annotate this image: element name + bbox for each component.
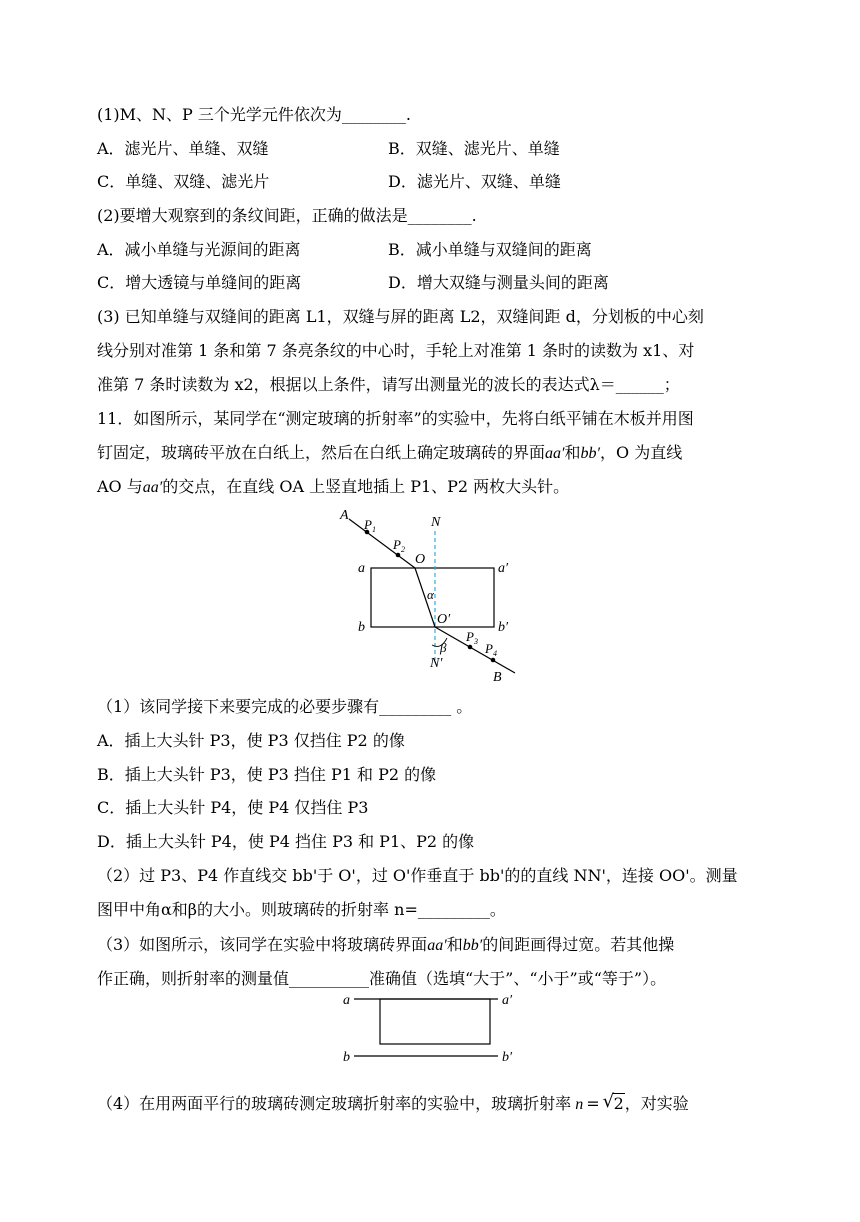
q11-sub3-text-b: 和 [446, 935, 463, 954]
q10-part3-line3: 准第 7 条时读数为 x2，根据以上条件，请写出测量光的波长的表达式λ＝______； [97, 375, 680, 394]
q11-sub3-text-c: 的间距画得过宽。若其他操 [482, 935, 675, 954]
q10-part1-option-a: A．滤光片、单缝、双缝 [97, 139, 269, 158]
q11-sub3-text-a: （3）如图所示，该同学在实验中将玻璃砖界面 [97, 935, 428, 954]
q11-sub3-line2: 作正确，则折射率的测量值__________准确值（选填“大于”、“小于”或“等于”）。 [97, 969, 667, 988]
label-p2: P [393, 537, 401, 552]
q11-line2 [97, 443, 682, 464]
label-n-prime: N′ [430, 656, 443, 671]
q11-sub1-option-b: B．插上大头针 P3，使 P3 挡住 P1 和 P2 的像 [97, 765, 437, 784]
q10-part3-line2: 线分别对准第 1 条和第 7 条亮条纹的中心时，手轮上对准第 1 条时的读数为 x1、对 [97, 341, 695, 360]
boundary-diagram [338, 990, 528, 1070]
aa-prime-symbol: aa′ [427, 937, 447, 954]
label-b: b [343, 1050, 350, 1065]
label-a: a [358, 561, 365, 576]
equals-sign: = [586, 1094, 600, 1113]
q10-part2-stem: (2)要增大观察到的条纹间距，正确的做法是________. [97, 206, 477, 225]
label-p1-sub: 1 [372, 525, 376, 534]
q11-sub2-line2: 图甲中角α和β的大小。则玻璃砖的折射率 n=_________。 [97, 900, 506, 919]
q11-line1: 11．如图所示，某同学在“测定玻璃的折射率”的实验中，先将白纸平铺在木板并用图 [97, 409, 694, 428]
label-b-upper: B [493, 670, 502, 685]
n-symbol: n [575, 1096, 584, 1113]
q10-part2-option-a: A．减小单缝与光源间的距离 [97, 240, 301, 259]
q11-sub1-option-d: D．插上大头针 P4，使 P4 挡住 P3 和 P1、P2 的像 [97, 832, 475, 851]
q10-part2-option-c: C．增大透镜与单缝间的距离 [97, 273, 302, 292]
label-n: N [431, 515, 441, 530]
aa-prime-symbol: aa′ [545, 445, 565, 462]
label-b-prime: b′ [502, 1050, 513, 1065]
label-p1: P [364, 517, 372, 532]
q10-part1-option-b: B．双缝、滤光片、单缝 [388, 139, 560, 158]
glass-block [380, 999, 490, 1044]
sqrt-radicand: 2 [613, 1094, 624, 1113]
bb-prime-symbol: bb′ [462, 937, 483, 954]
q11-line3 [97, 477, 569, 498]
label-p2-sub: 2 [401, 545, 405, 554]
q10-part1-stem: (1)M、N、P 三个光学元件依次为________. [97, 105, 411, 124]
q11-line3-text-a: AO 与 [97, 477, 143, 496]
q10-part1-option-d: D．滤光片、双缝、单缝 [388, 172, 561, 191]
label-b: b [358, 620, 365, 635]
label-o: O [415, 552, 426, 567]
pin-p3 [468, 645, 473, 650]
label-p4: P [485, 641, 493, 656]
label-beta: β [440, 640, 447, 655]
bb-prime-symbol: bb′ [580, 445, 601, 462]
aa-prime-symbol: aa′ [142, 479, 163, 496]
q11-line2-text-a: 钉固定，玻璃砖平放在白纸上，然后在白纸上确定玻璃砖的界面 [97, 443, 546, 462]
label-p4-sub: 4 [493, 649, 497, 658]
label-p3-sub: 3 [474, 637, 478, 646]
label-alpha: α [427, 587, 434, 602]
q11-line2-text-c: ，O 为直线 [600, 443, 683, 462]
pin-p2 [396, 553, 401, 558]
label-a-upper: A [340, 508, 349, 523]
q11-line2-text-b: 和 [564, 443, 581, 462]
label-o-prime: O′ [437, 612, 451, 627]
label-a-prime: a′ [498, 561, 509, 576]
q10-part2-option-d: D．增大双缝与测量头间的距离 [388, 273, 609, 292]
q10-part1-option-c: C．单缝、双缝、滤光片 [97, 172, 270, 191]
label-b-prime: b′ [498, 620, 509, 635]
q11-sub1-option-a: A．插上大头针 P3，使 P3 仅挡住 P2 的像 [97, 731, 405, 750]
label-a-prime: a′ [502, 993, 513, 1008]
pin-p4 [491, 658, 496, 663]
label-a: a [343, 993, 350, 1008]
q10-part3-line1: (3) 已知单缝与双缝间的距离 L1，双缝与屏的距离 L2，双缝间距 d，分划板的中心刻 [97, 307, 704, 326]
q11-line3-text-b: 的交点，在直线 OA 上竖直地插上 P1、P2 两枚大头针。 [162, 477, 570, 496]
q11-sub3-line1 [97, 935, 674, 956]
q11-sub4-line1 [97, 1091, 689, 1115]
q11-sub2-line1: （2）过 P3、P4 作直线交 bb'于 O'，过 O'作垂直于 bb'的的直线 NN'，连接 OO'。测量 [97, 866, 738, 885]
q10-part2-option-b: B．减小单缝与双缝间的距离 [388, 240, 592, 259]
q11-sub4-text-b: ，对实验 [624, 1094, 689, 1113]
q11-sub1-option-c: C．插上大头针 P4，使 P4 仅挡住 P3 [97, 798, 369, 817]
sqrt-icon: √ [602, 1091, 615, 1112]
q11-sub4-text-a: （4）在用两面平行的玻璃砖测定玻璃折射率的实验中，玻璃折射率 [97, 1094, 572, 1113]
sqrt-expression [602, 1091, 625, 1114]
refraction-diagram [335, 505, 525, 685]
q11-sub1-stem: （1）该同学接下来要完成的必要步骤有_________ 。 [97, 697, 473, 716]
label-p3: P [466, 629, 474, 644]
